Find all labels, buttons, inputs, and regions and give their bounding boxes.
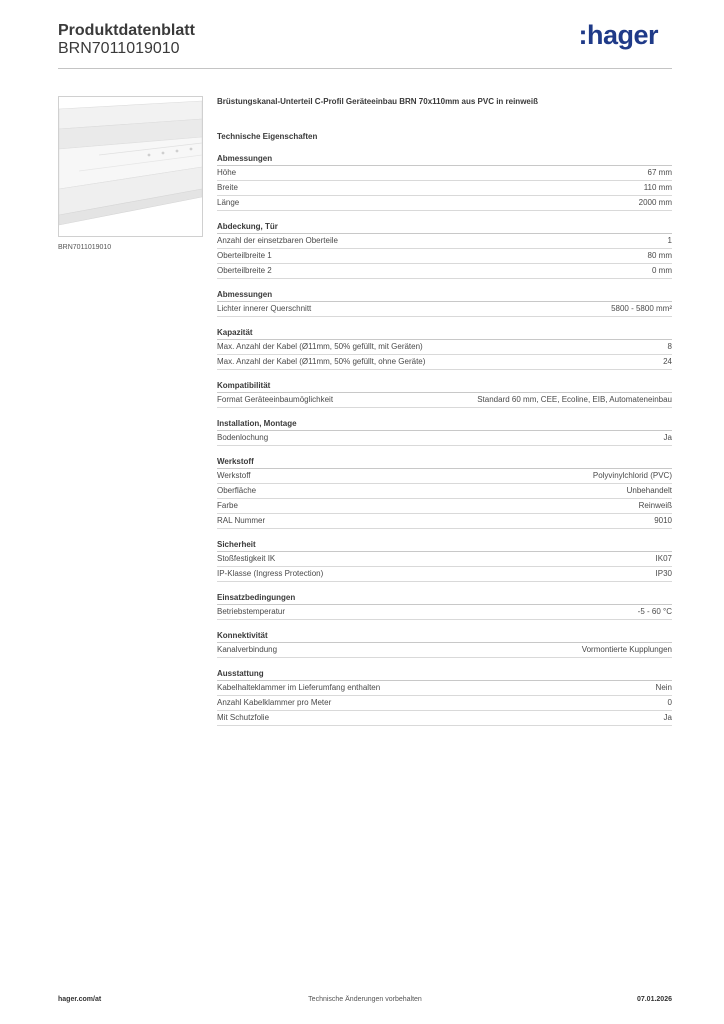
document-article-number: BRN7011019010: [58, 40, 180, 57]
section-title: Kompatibilität: [217, 380, 672, 393]
property-label: Stoßfestigkeit IK: [217, 554, 276, 563]
property-value: 5800 - 5800 mm²: [611, 304, 672, 313]
product-title: Brüstungskanal-Unterteil C-Profil Geräteeinbau BRN 70x110mm aus PVC in reinweiß: [217, 97, 538, 106]
section-title: Abmessungen: [217, 153, 672, 166]
property-section: [217, 418, 672, 446]
property-value: Reinweiß: [638, 501, 672, 510]
property-value: Ja: [663, 713, 672, 722]
property-label: Anzahl Kabelklammer pro Meter: [217, 698, 332, 707]
property-value: IK07: [655, 554, 672, 563]
property-label: Lichter innerer Querschnitt: [217, 304, 312, 313]
property-section: [217, 327, 672, 370]
property-value: 80 mm: [647, 251, 672, 260]
property-value: 0 mm: [652, 266, 672, 275]
product-details: [217, 96, 672, 736]
property-label: Farbe: [217, 501, 238, 510]
property-value: 2000 mm: [638, 198, 672, 207]
section-title: Werkstoff: [217, 456, 672, 469]
property-label: Breite: [217, 183, 238, 192]
footer-date: 07.01.2026: [636, 996, 672, 1003]
property-row: [217, 355, 672, 370]
property-row: [217, 166, 672, 181]
section-title: Abmessungen: [217, 289, 672, 302]
property-row: [217, 643, 672, 658]
section-title: Einsatzbedingungen: [217, 592, 672, 605]
product-image: [58, 96, 203, 237]
property-row: [217, 302, 672, 317]
property-value: IP30: [655, 569, 672, 578]
property-value: 67 mm: [647, 168, 672, 177]
page-footer: [58, 996, 672, 1010]
property-value: 24: [663, 357, 672, 366]
property-row: [217, 264, 672, 279]
cable-duct-illustration: [59, 97, 202, 236]
property-label: Länge: [217, 198, 240, 207]
footer-website-link[interactable]: hager.com/at: [58, 996, 102, 1003]
properties-heading: Technische Eigenschaften: [217, 132, 318, 141]
property-label: Kabelhalteklammer im Lieferumfang enthalten: [217, 683, 381, 692]
property-row: [217, 605, 672, 620]
property-row: [217, 196, 672, 211]
property-row: [217, 181, 672, 196]
property-row: [217, 469, 672, 484]
property-value: 9010: [654, 516, 672, 525]
property-row: [217, 681, 672, 696]
property-value: Standard 60 mm, CEE, Ecoline, EIB, Automateneinbau: [477, 395, 672, 404]
property-label: Anzahl der einsetzbaren Oberteile: [217, 236, 338, 245]
property-section: [217, 221, 672, 279]
property-row: [217, 711, 672, 726]
property-sections: [217, 153, 672, 726]
property-label: Oberteilbreite 2: [217, 266, 272, 275]
property-label: IP-Klasse (Ingress Protection): [217, 569, 324, 578]
property-value: Nein: [655, 683, 672, 692]
hager-logo: :hager: [578, 20, 658, 50]
section-title: Kapazität: [217, 327, 672, 340]
property-label: Format Geräteeinbaumöglichkeit: [217, 395, 334, 404]
property-row: [217, 696, 672, 711]
image-caption: BRN7011019010: [58, 244, 112, 251]
property-label: Kanalverbindung: [217, 645, 278, 654]
property-section: [217, 539, 672, 582]
section-title: Sicherheit: [217, 539, 672, 552]
property-section: [217, 153, 672, 211]
section-title: Abdeckung, Tür: [217, 221, 672, 234]
property-section: [217, 289, 672, 317]
property-label: Max. Anzahl der Kabel (Ø11mm, 50% gefüllt, ohne Geräte): [217, 357, 426, 366]
section-title: Ausstattung: [217, 668, 672, 681]
property-row: [217, 567, 672, 582]
property-section: [217, 630, 672, 658]
property-value: Vormontierte Kupplungen: [581, 645, 672, 654]
property-label: Oberfläche: [217, 486, 257, 495]
property-section: [217, 380, 672, 408]
property-row: [217, 393, 672, 408]
footer-disclaimer: Technische Änderungen vorbehalten: [308, 996, 422, 1003]
header-divider: [58, 68, 672, 69]
property-row: [217, 340, 672, 355]
property-label: Mit Schutzfolie: [217, 713, 270, 722]
property-label: Max. Anzahl der Kabel (Ø11mm, 50% gefüllt, mit Geräten): [217, 342, 423, 351]
document-title: Produktdatenblatt: [58, 22, 195, 39]
property-value: Polyvinylchlorid (PVC): [592, 471, 672, 480]
property-value: -5 - 60 °C: [637, 607, 672, 616]
property-label: Höhe: [217, 168, 237, 177]
property-section: [217, 668, 672, 726]
property-label: Oberteilbreite 1: [217, 251, 272, 260]
property-label: Betriebstemperatur: [217, 607, 286, 616]
property-value: 0: [667, 698, 672, 707]
property-label: RAL Nummer: [217, 516, 266, 525]
property-row: [217, 484, 672, 499]
page-header: [58, 20, 672, 68]
section-title: Konnektivität: [217, 630, 672, 643]
property-value: 1: [667, 236, 672, 245]
property-value: 8: [667, 342, 672, 351]
section-title: Installation, Montage: [217, 418, 672, 431]
property-row: [217, 249, 672, 264]
property-row: [217, 514, 672, 529]
property-row: [217, 234, 672, 249]
property-section: [217, 456, 672, 529]
property-row: [217, 552, 672, 567]
property-row: [217, 431, 672, 446]
property-row: [217, 499, 672, 514]
property-label: Werkstoff: [217, 471, 251, 480]
property-label: Bodenlochung: [217, 433, 269, 442]
property-value: 110 mm: [643, 183, 672, 192]
property-section: [217, 592, 672, 620]
property-value: Ja: [663, 433, 672, 442]
property-value: Unbehandelt: [626, 486, 672, 495]
